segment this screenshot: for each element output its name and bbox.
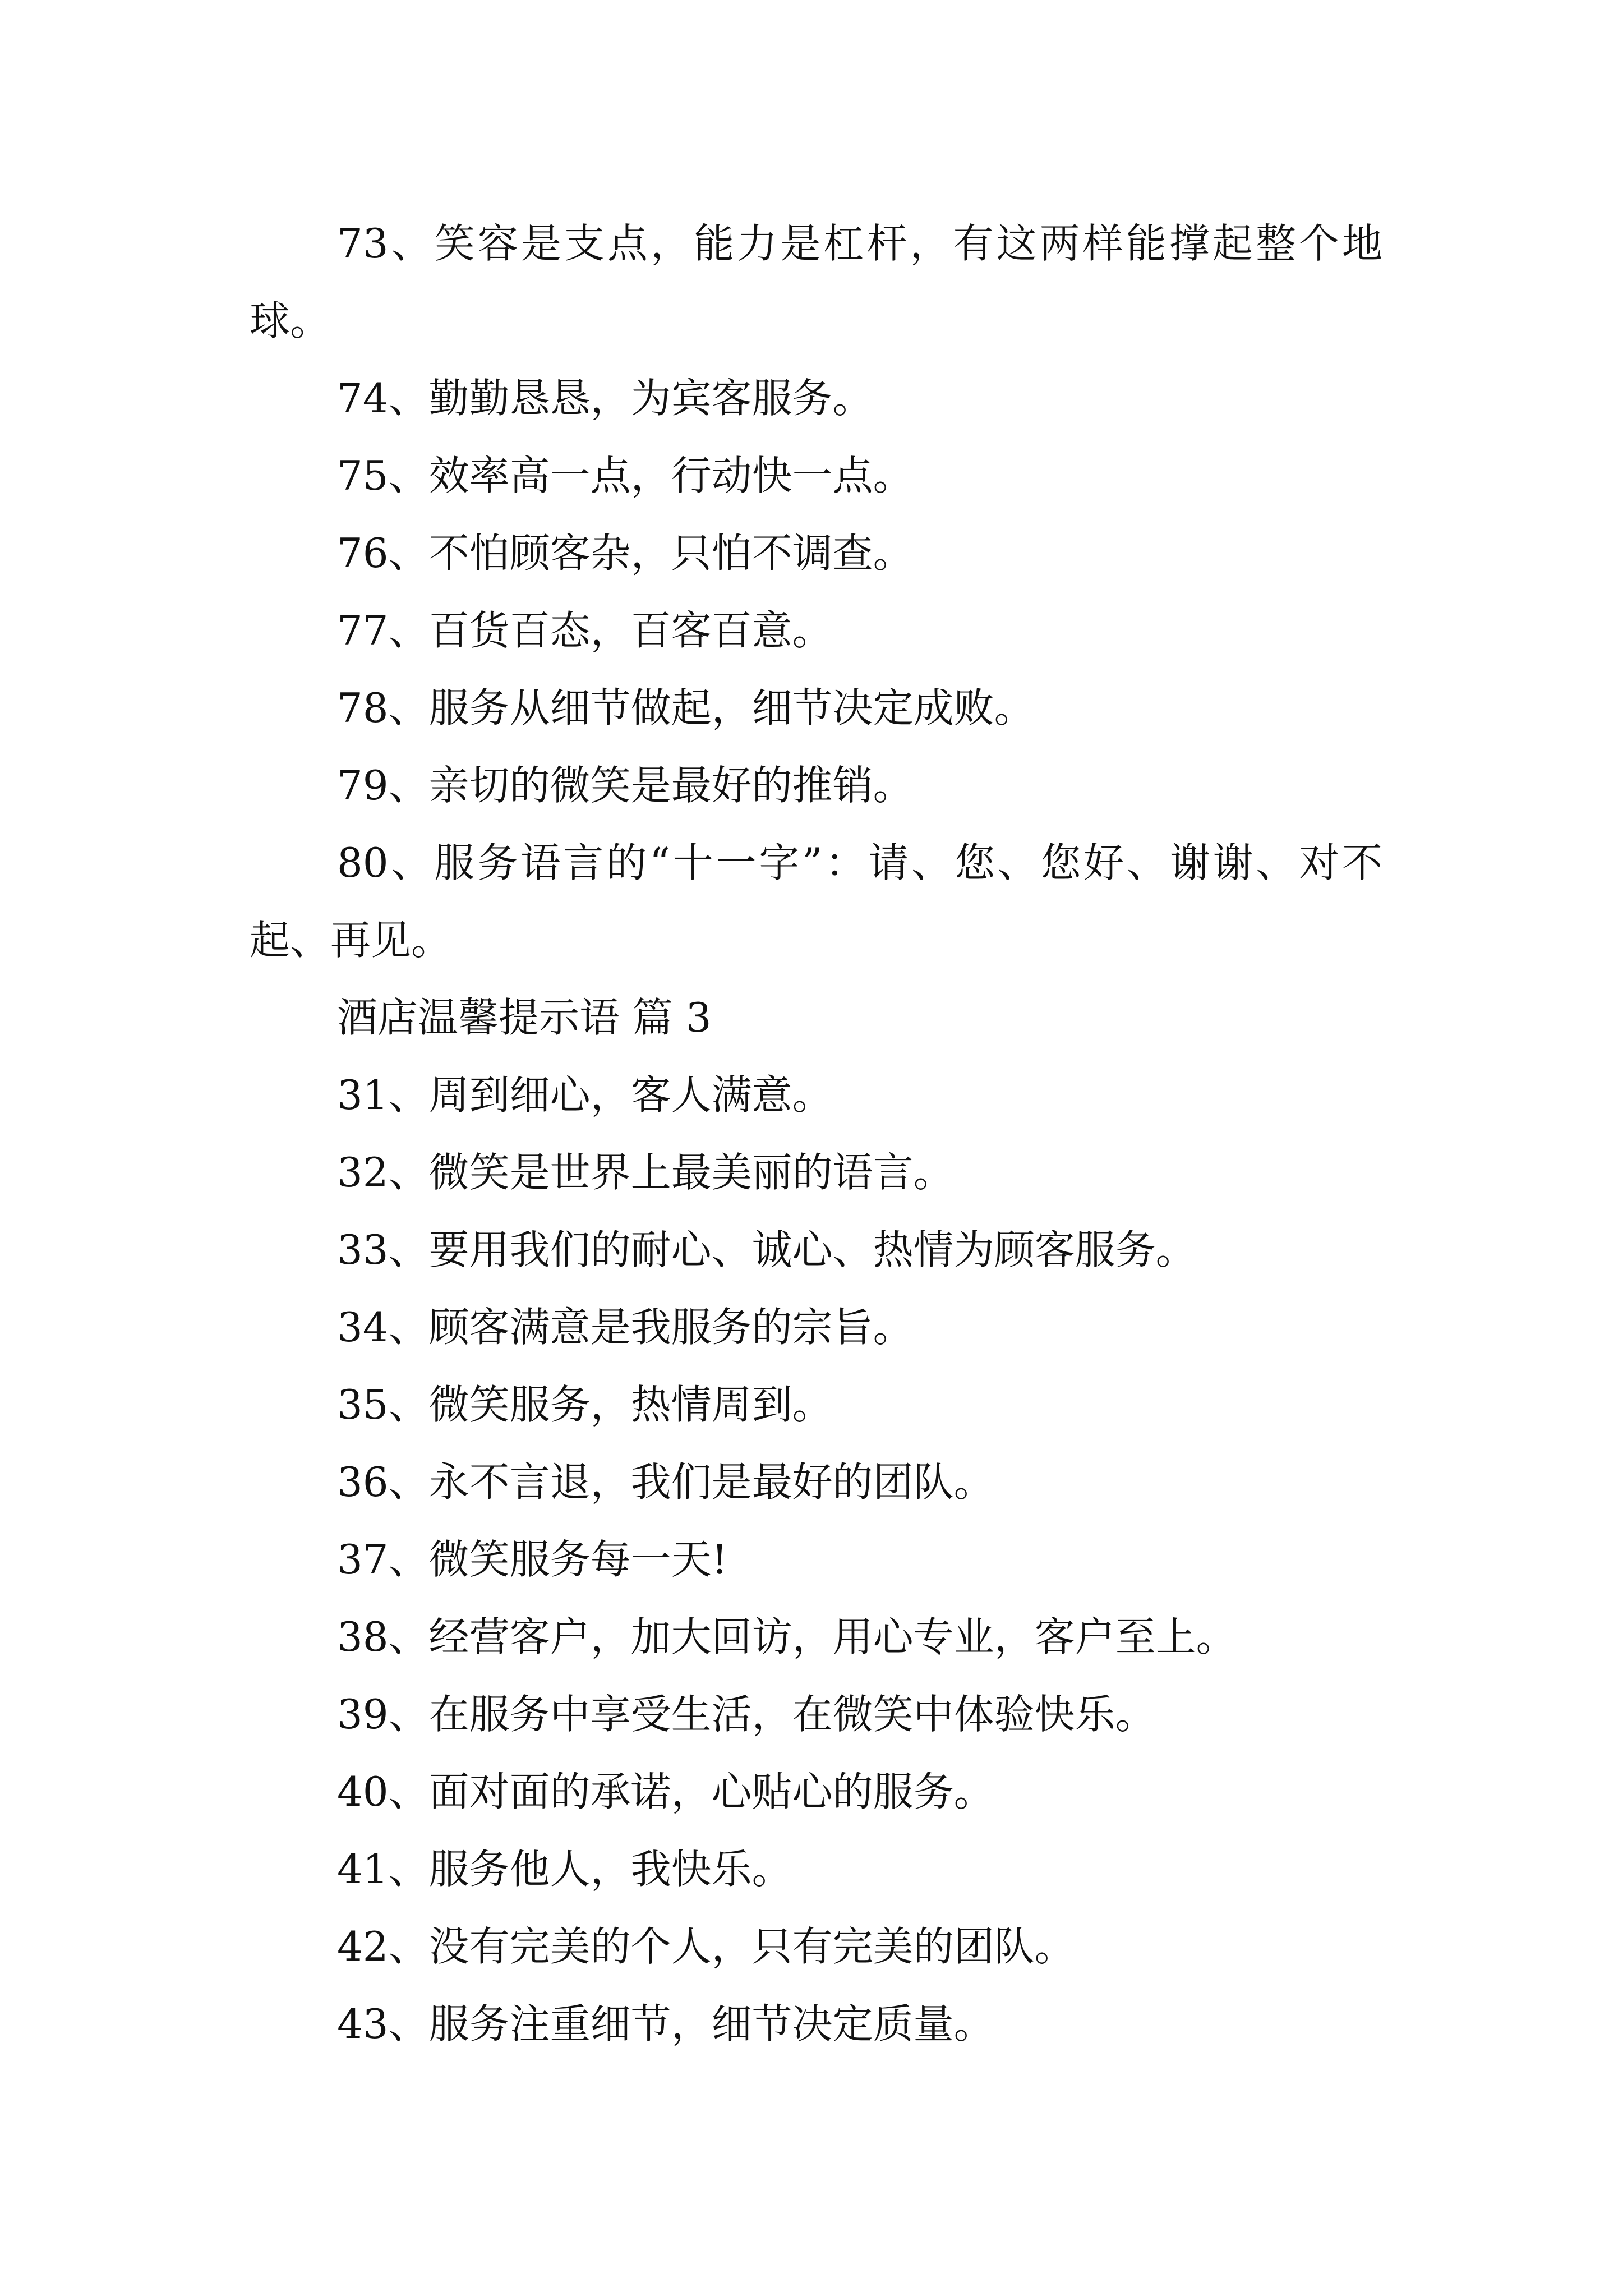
paragraph-32: 32、微笑是世界上最美丽的语言。	[337, 1149, 954, 1196]
paragraph-34: 34、顾客满意是我服务的宗旨。	[337, 1304, 914, 1351]
paragraph-80: 80、服务语言的“十一字”：请、您、您好、谢谢、对不起、再见。	[250, 839, 1382, 964]
document-body	[250, 205, 1382, 2063]
paragraph-38: 38、经营客户，加大回访，用心专业，客户至上。	[337, 1613, 1237, 1660]
paragraph-36: 36、永不言退，我们是最好的团队。	[337, 1458, 994, 1506]
paragraph-79: 79、亲切的微笑是最好的推销。	[337, 762, 914, 809]
paragraph-43: 43、服务注重细节，细节决定质量。	[337, 2000, 994, 2047]
paragraph-37: 37、微笑服务每一天!	[337, 1536, 728, 1583]
paragraph-73: 73、笑容是支点，能力是杠杆，有这两样能撑起整个地球。	[250, 220, 1382, 344]
paragraph-78: 78、服务从细节做起，细节决定成败。	[337, 684, 1035, 731]
paragraph-42: 42、没有完美的个人，只有完美的团队。	[337, 1923, 1075, 1970]
paragraph-35: 35、微笑服务，热情周到。	[337, 1381, 833, 1428]
paragraph-76: 76、不怕顾客杂，只怕不调查。	[337, 530, 914, 577]
paragraph-77: 77、百货百态，百客百意。	[337, 607, 833, 654]
paragraph-40: 40、面对面的承诺，心贴心的服务。	[337, 1768, 994, 1815]
paragraph-39: 39、在服务中享受生活，在微笑中体验快乐。	[337, 1691, 1156, 1738]
paragraph-41: 41、服务他人，我快乐。	[337, 1846, 792, 1893]
paragraph-75: 75、效率高一点，行动快一点。	[337, 452, 914, 499]
paragraph-31: 31、周到细心，客人满意。	[337, 1071, 833, 1119]
paragraph-33: 33、要用我们的耐心、诚心、热情为顾客服务。	[337, 1226, 1196, 1273]
section-heading: 酒店温馨提示语 篇 3	[337, 994, 712, 1041]
paragraph-74: 74、勤勤恳恳，为宾客服务。	[337, 375, 873, 422]
